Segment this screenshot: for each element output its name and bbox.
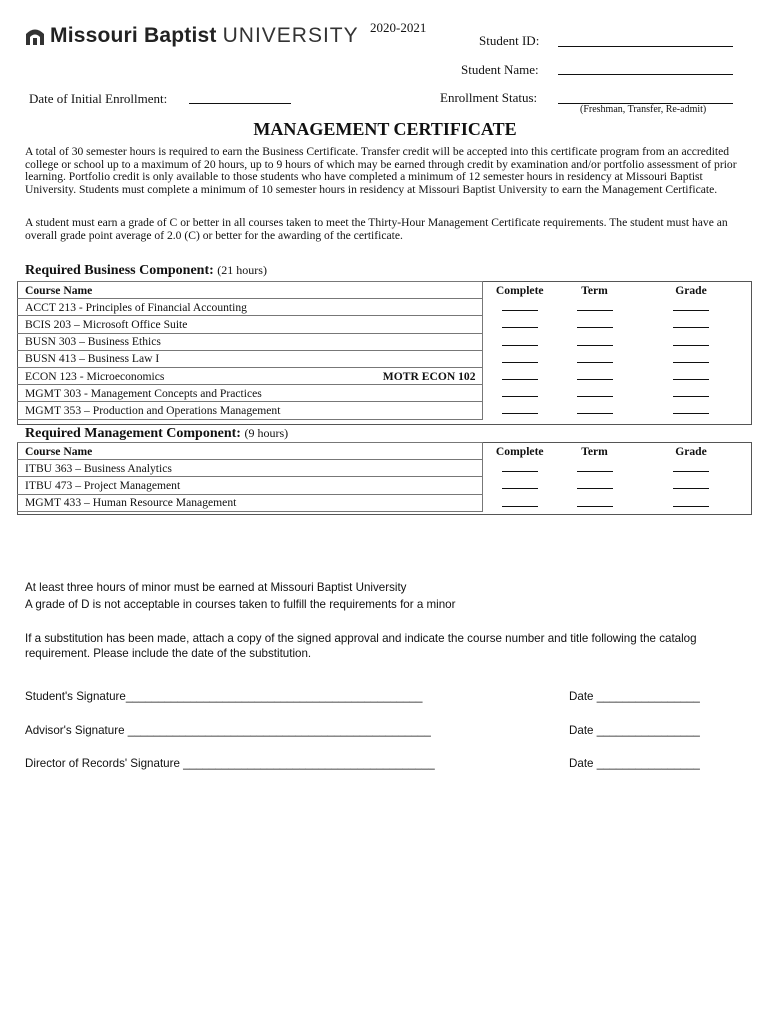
- management-section-heading: [25, 426, 288, 442]
- enrollment-status-hint: (Freshman, Transfer, Re-admit): [580, 104, 707, 115]
- business-course-table: [17, 281, 750, 420]
- grade-blank[interactable]: [673, 386, 709, 397]
- student-signature-label: Student's Signature: [25, 690, 126, 703]
- term-blank[interactable]: [577, 300, 613, 311]
- enrollment-status-label: Enrollment Status:: [440, 90, 538, 105]
- complete-blank[interactable]: [502, 386, 538, 397]
- term-blank[interactable]: [577, 403, 613, 414]
- table-row: [17, 299, 750, 316]
- grade-blank[interactable]: [673, 352, 709, 363]
- complete-blank[interactable]: [502, 496, 538, 507]
- complete-blank[interactable]: [502, 478, 538, 489]
- course-name: BCIS 203 – Microsoft Office Suite: [25, 317, 188, 331]
- course-name: MGMT 353 – Production and Operations Management: [25, 403, 281, 417]
- table-row: [17, 385, 750, 402]
- course-name: BUSN 413 – Business Law I: [25, 352, 160, 366]
- advisor-signature-label: Advisor's Signature: [25, 724, 125, 737]
- table-row: [17, 333, 750, 350]
- brand-suffix: UNIVERSITY: [222, 24, 359, 47]
- column-header-grade: Grade: [675, 283, 707, 297]
- course-name: ECON 123 - Microeconomics: [25, 369, 165, 383]
- director-signature-row: [25, 757, 435, 770]
- grade-paragraph: A student must earn a grade of C or better in all courses taken to meet the Thirty-Hour Management Certificate requirements. The student must have an overall grade point average of 2.0 (C) or better for the awarding of the certificate.: [25, 216, 728, 242]
- management-hours: (9 hours): [244, 426, 289, 440]
- university-seal-icon: [24, 25, 46, 47]
- column-header-complete: Complete: [495, 444, 544, 458]
- director-signature-date[interactable]: Date ________________: [569, 757, 700, 770]
- complete-blank[interactable]: [502, 335, 538, 346]
- term-blank[interactable]: [577, 335, 613, 346]
- course-equivalency-note: MOTR ECON 102: [382, 369, 476, 383]
- column-header-course-name: Course Name: [17, 443, 482, 460]
- column-header-grade: Grade: [675, 444, 707, 458]
- table-row: [17, 477, 750, 494]
- student-id-field[interactable]: [558, 46, 733, 47]
- complete-blank[interactable]: [502, 300, 538, 311]
- student-signature-line[interactable]: ______________________________________________: [125, 690, 423, 703]
- minor-residency-note: At least three hours of minor must be earned at Missouri Baptist University: [25, 581, 407, 594]
- brand-name: Missouri Baptist: [50, 24, 217, 47]
- term-blank[interactable]: [577, 352, 613, 363]
- grade-blank[interactable]: [673, 461, 709, 472]
- advisor-signature-date[interactable]: Date ________________: [569, 724, 700, 737]
- grade-blank[interactable]: [673, 335, 709, 346]
- grade-blank[interactable]: [673, 369, 709, 380]
- minor-grade-note: A grade of D is not acceptable in courses taken to fulfill the requirements for a minor: [25, 598, 456, 611]
- academic-year: 2020-2021: [370, 20, 427, 35]
- complete-blank[interactable]: [502, 317, 538, 328]
- director-signature-label: Director of Records' Signature: [25, 757, 180, 770]
- table-row: [17, 460, 750, 477]
- column-header-course-name: Course Name: [17, 282, 482, 299]
- student-signature-date[interactable]: Date ________________: [569, 690, 700, 703]
- grade-blank[interactable]: [673, 317, 709, 328]
- student-id-label: Student ID:: [479, 33, 540, 48]
- student-name-field[interactable]: [558, 74, 733, 75]
- director-signature-line[interactable]: _______________________________________: [183, 757, 435, 770]
- course-name: ITBU 473 – Project Management: [25, 478, 181, 492]
- column-header-complete: Complete: [495, 283, 544, 297]
- advisor-signature-row: [25, 724, 431, 737]
- term-blank[interactable]: [577, 386, 613, 397]
- student-signature-row: [25, 690, 422, 703]
- management-course-table: [17, 442, 750, 512]
- grade-blank[interactable]: [673, 300, 709, 311]
- management-heading-text: Required Management Component:: [25, 426, 241, 441]
- term-blank[interactable]: [577, 496, 613, 507]
- term-blank[interactable]: [577, 478, 613, 489]
- grade-blank[interactable]: [673, 478, 709, 489]
- date-initial-enrollment-label: Date of Initial Enrollment:: [29, 91, 168, 106]
- course-name: ITBU 363 – Business Analytics: [25, 461, 172, 475]
- table-row: [17, 402, 750, 419]
- student-name-label: Student Name:: [461, 62, 539, 77]
- complete-blank[interactable]: [502, 403, 538, 414]
- complete-blank[interactable]: [502, 369, 538, 380]
- table-row: [17, 350, 750, 367]
- column-header-term: Term: [581, 283, 608, 297]
- complete-blank[interactable]: [502, 352, 538, 363]
- intro-paragraph: A total of 30 semester hours is required to earn the Business Certificate. Transfer credit will be accepted into this certificate program from an accredited college or school up to a maximum of 20 hours, up to 9 hours of which may be earned through credit by examination and/or portfolio assessment of prior learning. Portfolio credit is only available to those students who have completed a minimum of 12 semester hours in residency at Missouri Baptist University. Students must complete a minimum of 10 semester hours in residency at Missouri Baptist University to earn the Management Certificate.: [25, 145, 737, 196]
- grade-blank[interactable]: [673, 403, 709, 414]
- course-name: ACCT 213 - Principles of Financial Accounting: [25, 300, 247, 314]
- course-name: MGMT 303 - Management Concepts and Practices: [25, 386, 262, 400]
- term-blank[interactable]: [577, 369, 613, 380]
- course-name: BUSN 303 – Business Ethics: [25, 335, 161, 349]
- substitution-note: If a substitution has been made, attach a copy of the signed approval and indicate the course number and title following the catalog requirement. Please include the date of the substitution.: [25, 632, 697, 660]
- grade-blank[interactable]: [673, 496, 709, 507]
- date-initial-enrollment-field[interactable]: [189, 103, 291, 104]
- term-blank[interactable]: [577, 461, 613, 472]
- business-hours: (21 hours): [217, 263, 267, 277]
- page-title: MANAGEMENT CERTIFICATE: [253, 119, 517, 139]
- table-row: [17, 494, 750, 511]
- column-header-term: Term: [581, 444, 608, 458]
- business-heading-text: Required Business Component:: [25, 263, 214, 278]
- table-row: [17, 316, 750, 333]
- table-row: [17, 367, 750, 384]
- term-blank[interactable]: [577, 317, 613, 328]
- university-logo: [24, 24, 359, 48]
- advisor-signature-line[interactable]: _______________________________________________: [127, 724, 431, 737]
- business-section-heading: [25, 263, 267, 279]
- course-name: MGMT 433 – Human Resource Management: [25, 496, 237, 510]
- complete-blank[interactable]: [502, 461, 538, 472]
